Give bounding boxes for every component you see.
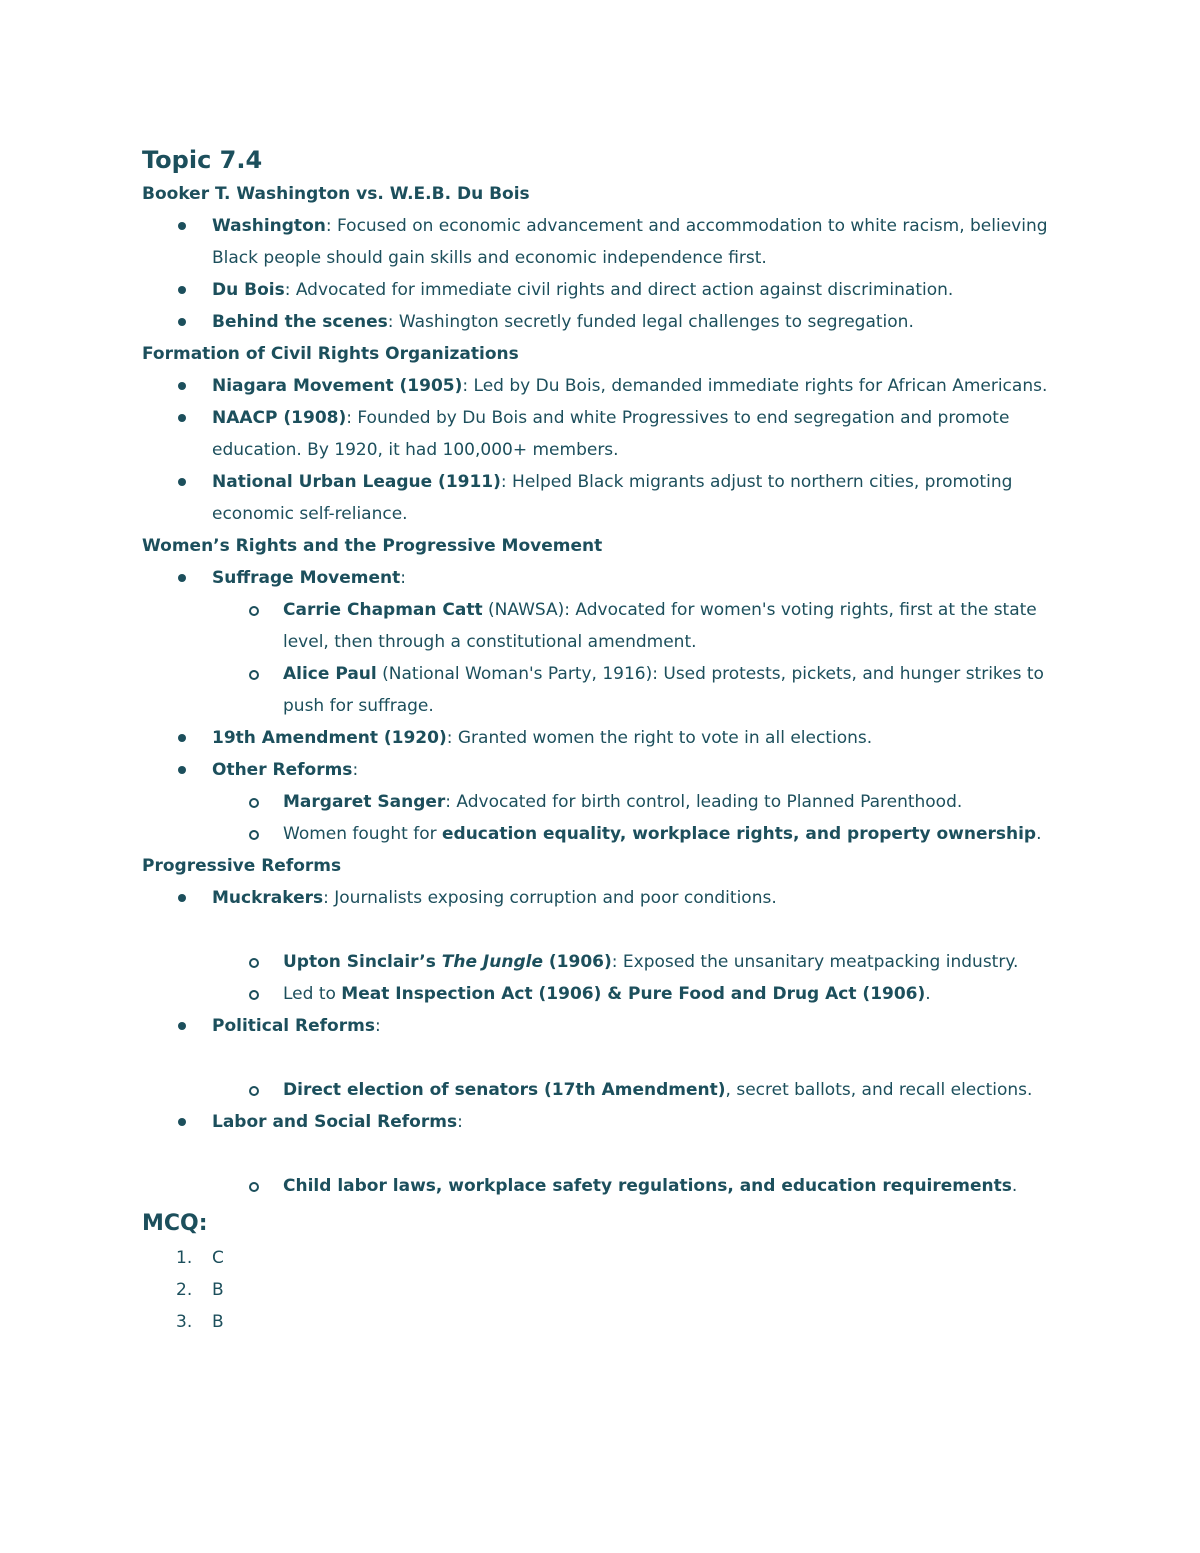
list-item [142,466,1060,530]
item-term: Washington [212,216,326,236]
bullet-icon [178,1118,186,1126]
mcq-answer [142,1242,1060,1274]
list-item [142,210,1060,274]
answer-value: B [212,1312,224,1332]
section-list [142,370,1200,530]
list-item [142,1106,1060,1138]
section-list [142,882,1200,1202]
item-text: Led to [283,984,342,1004]
circle-bullet-icon [249,990,259,1000]
book-title: The Jungle [441,952,543,972]
mcq-answer-list [142,1242,1200,1338]
item-text: (NAWSA): Advocated for women's voting rights, first at the state level, then through a constitutional amendment. [283,600,1037,652]
item-text: : [457,1112,463,1132]
list-item [142,306,1060,338]
answer-value: B [212,1280,224,1300]
list-item [142,402,1060,466]
bullet-icon [178,478,186,486]
item-term: Carrie Chapman Catt [283,600,483,620]
list-item [142,882,1060,914]
item-text: : Helped Black migrants adjust to northern cities, promoting economic self-reliance. [212,472,1013,524]
circle-bullet-icon [249,1086,259,1096]
item-term: Du Bois [212,280,285,300]
item-text: : [352,760,359,780]
item-term: National Urban League (1911) [212,472,501,492]
item-text: : Advocated for immediate civil rights and direct action against discrimination. [284,280,954,300]
sub-list-item [142,594,1060,658]
answer-value: C [212,1248,224,1268]
item-text: : Washington secretly funded legal challenges to segregation. [387,312,914,332]
item-text: : Journalists exposing corruption and poor conditions. [323,888,777,908]
list-item [142,370,1060,402]
sub-list-item [142,818,1060,850]
sub-list-item [142,978,1060,1010]
sub-list-item [142,1074,1060,1106]
mcq-answer [142,1274,1060,1306]
item-text: : Exposed the unsanitary meatpacking industry. [611,952,1019,972]
item-term: Child labor laws, workplace safety regulations, and education requirements [283,1176,1012,1196]
item-term: Labor and Social Reforms [212,1112,458,1132]
item-text: : [400,568,407,588]
item-term: Meat Inspection Act (1906) & Pure Food and Drug Act (1906) [341,984,926,1004]
bullet-icon [178,574,186,582]
item-text: : Focused on economic advancement and accommodation to white racism, believing Black people should gain skills and economic independence first. [212,216,1048,268]
item-term: 19th Amendment (1920) [212,728,447,748]
list-item [142,562,1060,594]
circle-bullet-icon [249,1182,259,1192]
mcq-heading: MCQ: [142,1211,208,1236]
circle-bullet-icon [249,958,259,968]
blank-line [142,1042,1200,1074]
sub-list-item [142,658,1060,722]
blank-line [142,1138,1200,1170]
section-heading-civil-rights-orgs: Formation of Civil Rights Organizations [142,344,519,364]
item-term: Muckrakers [212,888,324,908]
sub-list-item [142,1170,1060,1202]
bullet-icon [178,382,186,390]
section-list [142,562,1200,850]
sub-list-item [142,946,1060,978]
item-term: Other Reforms [212,760,353,780]
list-item [142,754,1060,786]
bullet-icon [178,1022,186,1030]
item-term: Direct election of senators (17th Amendment) [283,1080,726,1100]
item-text: . [1011,1176,1018,1196]
item-term: Behind the scenes [212,312,388,332]
circle-bullet-icon [249,798,259,808]
list-item [142,1010,1060,1042]
bullet-icon [178,318,186,326]
item-text: . [925,984,931,1004]
item-term: Political Reforms [212,1016,375,1036]
list-item [142,274,1060,306]
item-term: NAACP (1908) [212,408,347,428]
section-heading-womens-rights: Women’s Rights and the Progressive Movement [142,536,603,556]
bullet-icon [178,222,186,230]
bullet-icon [178,894,186,902]
answer-number: 3. [176,1312,193,1332]
section-heading-progressive-reforms: Progressive Reforms [142,856,342,876]
bullet-icon [178,414,186,422]
answer-number: 2. [176,1280,193,1300]
bullet-icon [178,286,186,294]
mcq-answer [142,1306,1060,1338]
item-term: Upton Sinclair’s [283,952,442,972]
section-heading-washington-dubois: Booker T. Washington vs. W.E.B. Du Bois [142,184,530,204]
circle-bullet-icon [249,670,259,680]
item-term: (1906) [542,952,612,972]
item-term: education equality, workplace rights, and property ownership [442,824,1037,844]
item-term: Niagara Movement (1905) [212,376,463,396]
item-text: : Founded by Du Bois and white Progressives to end segregation and promote education. By 1920, it had 100,000+ members. [212,408,1010,460]
section-list [142,210,1200,338]
item-text: : [374,1016,381,1036]
circle-bullet-icon [249,830,259,840]
circle-bullet-icon [249,606,259,616]
item-term: Suffrage Movement [212,568,401,588]
item-text: (National Woman's Party, 1916): Used protests, pickets, and hunger strikes to push for suffrage. [283,664,1044,716]
item-term: Alice Paul [283,664,377,684]
bullet-icon [178,734,186,742]
list-item [142,722,1060,754]
item-text: : Granted women the right to vote in all elections. [446,728,873,748]
item-term: Margaret Sanger [283,792,446,812]
item-text: : Led by Du Bois, demanded immediate rights for African Americans. [462,376,1048,396]
item-text: , secret ballots, and recall elections. [725,1080,1033,1100]
item-text: : Advocated for birth control, leading to Planned Parenthood. [445,792,963,812]
bullet-icon [178,766,186,774]
sub-list-item [142,786,1060,818]
item-text: . [1036,824,1042,844]
item-text: Women fought for [283,824,442,844]
blank-line [142,914,1200,946]
answer-number: 1. [176,1248,193,1268]
page-title: Topic 7.4 [142,146,263,174]
